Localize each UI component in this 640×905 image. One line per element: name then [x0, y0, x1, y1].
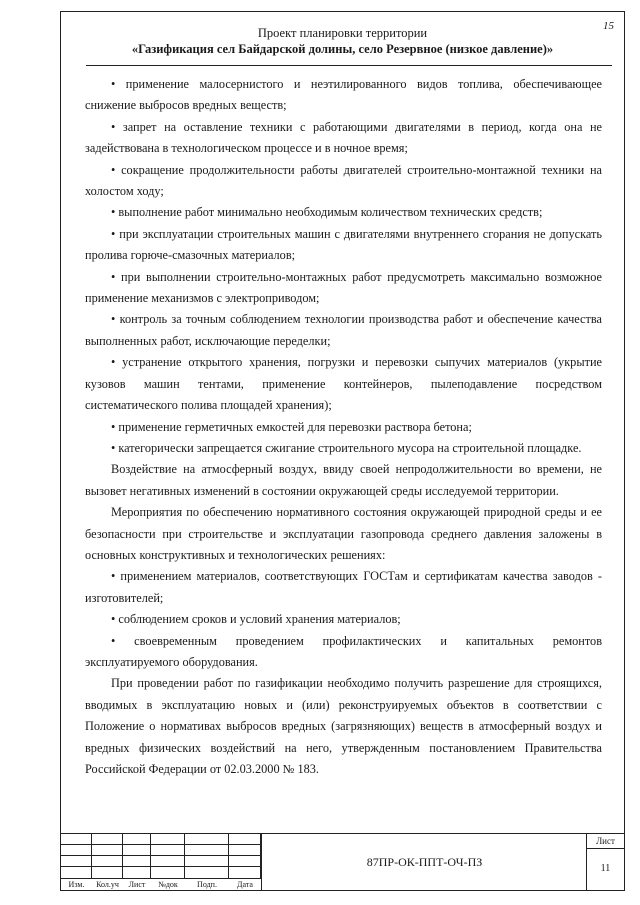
sheet-number: 11 [600, 863, 611, 874]
paragraph: Мероприятия по обеспечению нормативного состояния окружающей природной среды и ее безопасности при строительстве и эксплуатации газопровода среднего давления заложены в основных конструктивных и технологических решениях: [85, 505, 602, 562]
label-data: Дата [237, 880, 253, 889]
grid-cell [61, 834, 92, 845]
grid-cell [92, 867, 123, 879]
grid-cell [92, 845, 123, 856]
label-list: Лист [128, 880, 146, 889]
grid-cell [61, 867, 92, 879]
paragraph: • выполнение работ минимально необходимым количеством технических средств; [111, 205, 543, 220]
paragraph: • при выполнении строительно-монтажных работ предусмотреть максимально возможное применение механизмов с электроприводом; [85, 269, 602, 306]
grid-cell [229, 867, 261, 879]
paragraph: • запрет на оставление техники с работающими двигателями в период, когда она не задействована в технологическом процессе и в ночное время; [85, 119, 602, 156]
paragraph: • устранение открытого хранения, погрузки и перевозки сыпучих материалов (укрытие кузовов машин тентами, применение контейнеров, пылеподавление посредством систематического полива площадей хранения); [85, 355, 602, 413]
body-text [85, 74, 602, 780]
paragraph: • применение герметичных емкостей для перевозки раствора бетона; [111, 419, 472, 434]
label-ndok: №док [158, 880, 178, 889]
drawing-frame [60, 11, 625, 891]
paragraph: • применением материалов, соответствующих ГОСТам и сертификатам качества заводов - изготовителей; [85, 569, 602, 605]
sheet-label: Лист [587, 834, 624, 849]
sheet-box [586, 834, 624, 890]
grid-cell [123, 856, 151, 867]
page-number: 15 [603, 20, 614, 32]
label-podp: Подп. [197, 880, 217, 889]
header-rule [86, 65, 612, 66]
grid-cell [92, 856, 123, 867]
grid-cell [151, 867, 185, 879]
paragraph: • при эксплуатации строительных машин с двигателями внутреннего сгорания не допускать пролива горюче-смазочных материалов; [85, 226, 602, 263]
paragraph: • соблюдением сроков и условий хранения материалов; [111, 612, 401, 627]
label-kol-uch: Кол.уч [96, 880, 119, 889]
grid-cell [92, 834, 123, 845]
title-block-grid [61, 834, 261, 890]
grid-cell [185, 834, 229, 845]
grid-cell [123, 845, 151, 856]
paragraph: Воздействие на атмосферный воздух, ввиду своей непродолжительности во времени, не вызовет негативных изменений в состоянии окружающей среды исследуемой территории. [85, 462, 602, 498]
grid-cell [151, 845, 185, 856]
grid-cell [185, 867, 229, 879]
grid-cell [229, 856, 261, 867]
grid-cell [61, 845, 92, 856]
grid-cell [185, 856, 229, 867]
grid-cell [185, 845, 229, 856]
grid-cell [61, 856, 92, 867]
paragraph: • сокращение продолжительности работы двигателей строительно-монтажной техники на холостом ходу; [85, 162, 602, 199]
grid-cell [151, 834, 185, 845]
document-header [61, 25, 624, 57]
paragraph: • контроль за точным соблюдением технологии производства работ и обеспечение качества выполненных работ, исключающие переделки; [85, 312, 602, 348]
paragraph: • своевременным проведением профилактических и капитальных ремонтов эксплуатируемого оборудования. [85, 633, 602, 669]
grid-cell [123, 834, 151, 845]
title-block [61, 833, 624, 890]
grid-cell [229, 845, 261, 856]
grid-cell [229, 834, 261, 845]
grid-cell [123, 867, 151, 879]
paragraph: • категорически запрещается сжигание строительного мусора на строительной площадке. [111, 440, 582, 455]
header-line-1: Проект планировки территории [257, 26, 428, 40]
paragraph: При проведении работ по газификации необходимо получить разрешение для строящихся, вводимых в эксплуатацию новых и (или) реконструируемых объектов в соответствии с Положение о нормативах выбросов вредных (загрязняющих) веществ в атмосферный воздух и вредных физических воздействий на него, утвержденным постановлением Правительства Российской Федерации от 02.03.2000 № 183. [85, 676, 602, 776]
header-line-2: «Газификация сел Байдарской долины, село Резервное (низкое давление)» [131, 42, 554, 56]
label-izm: Изм. [68, 880, 85, 889]
grid-cell [151, 856, 185, 867]
paragraph: • применение малосернистого и неэтилированного видов топлива, обеспечивающее снижение выбросов вредных веществ; [85, 77, 602, 113]
document-code: 87ПР-ОК-ППТ-ОЧ-ПЗ [261, 834, 587, 890]
